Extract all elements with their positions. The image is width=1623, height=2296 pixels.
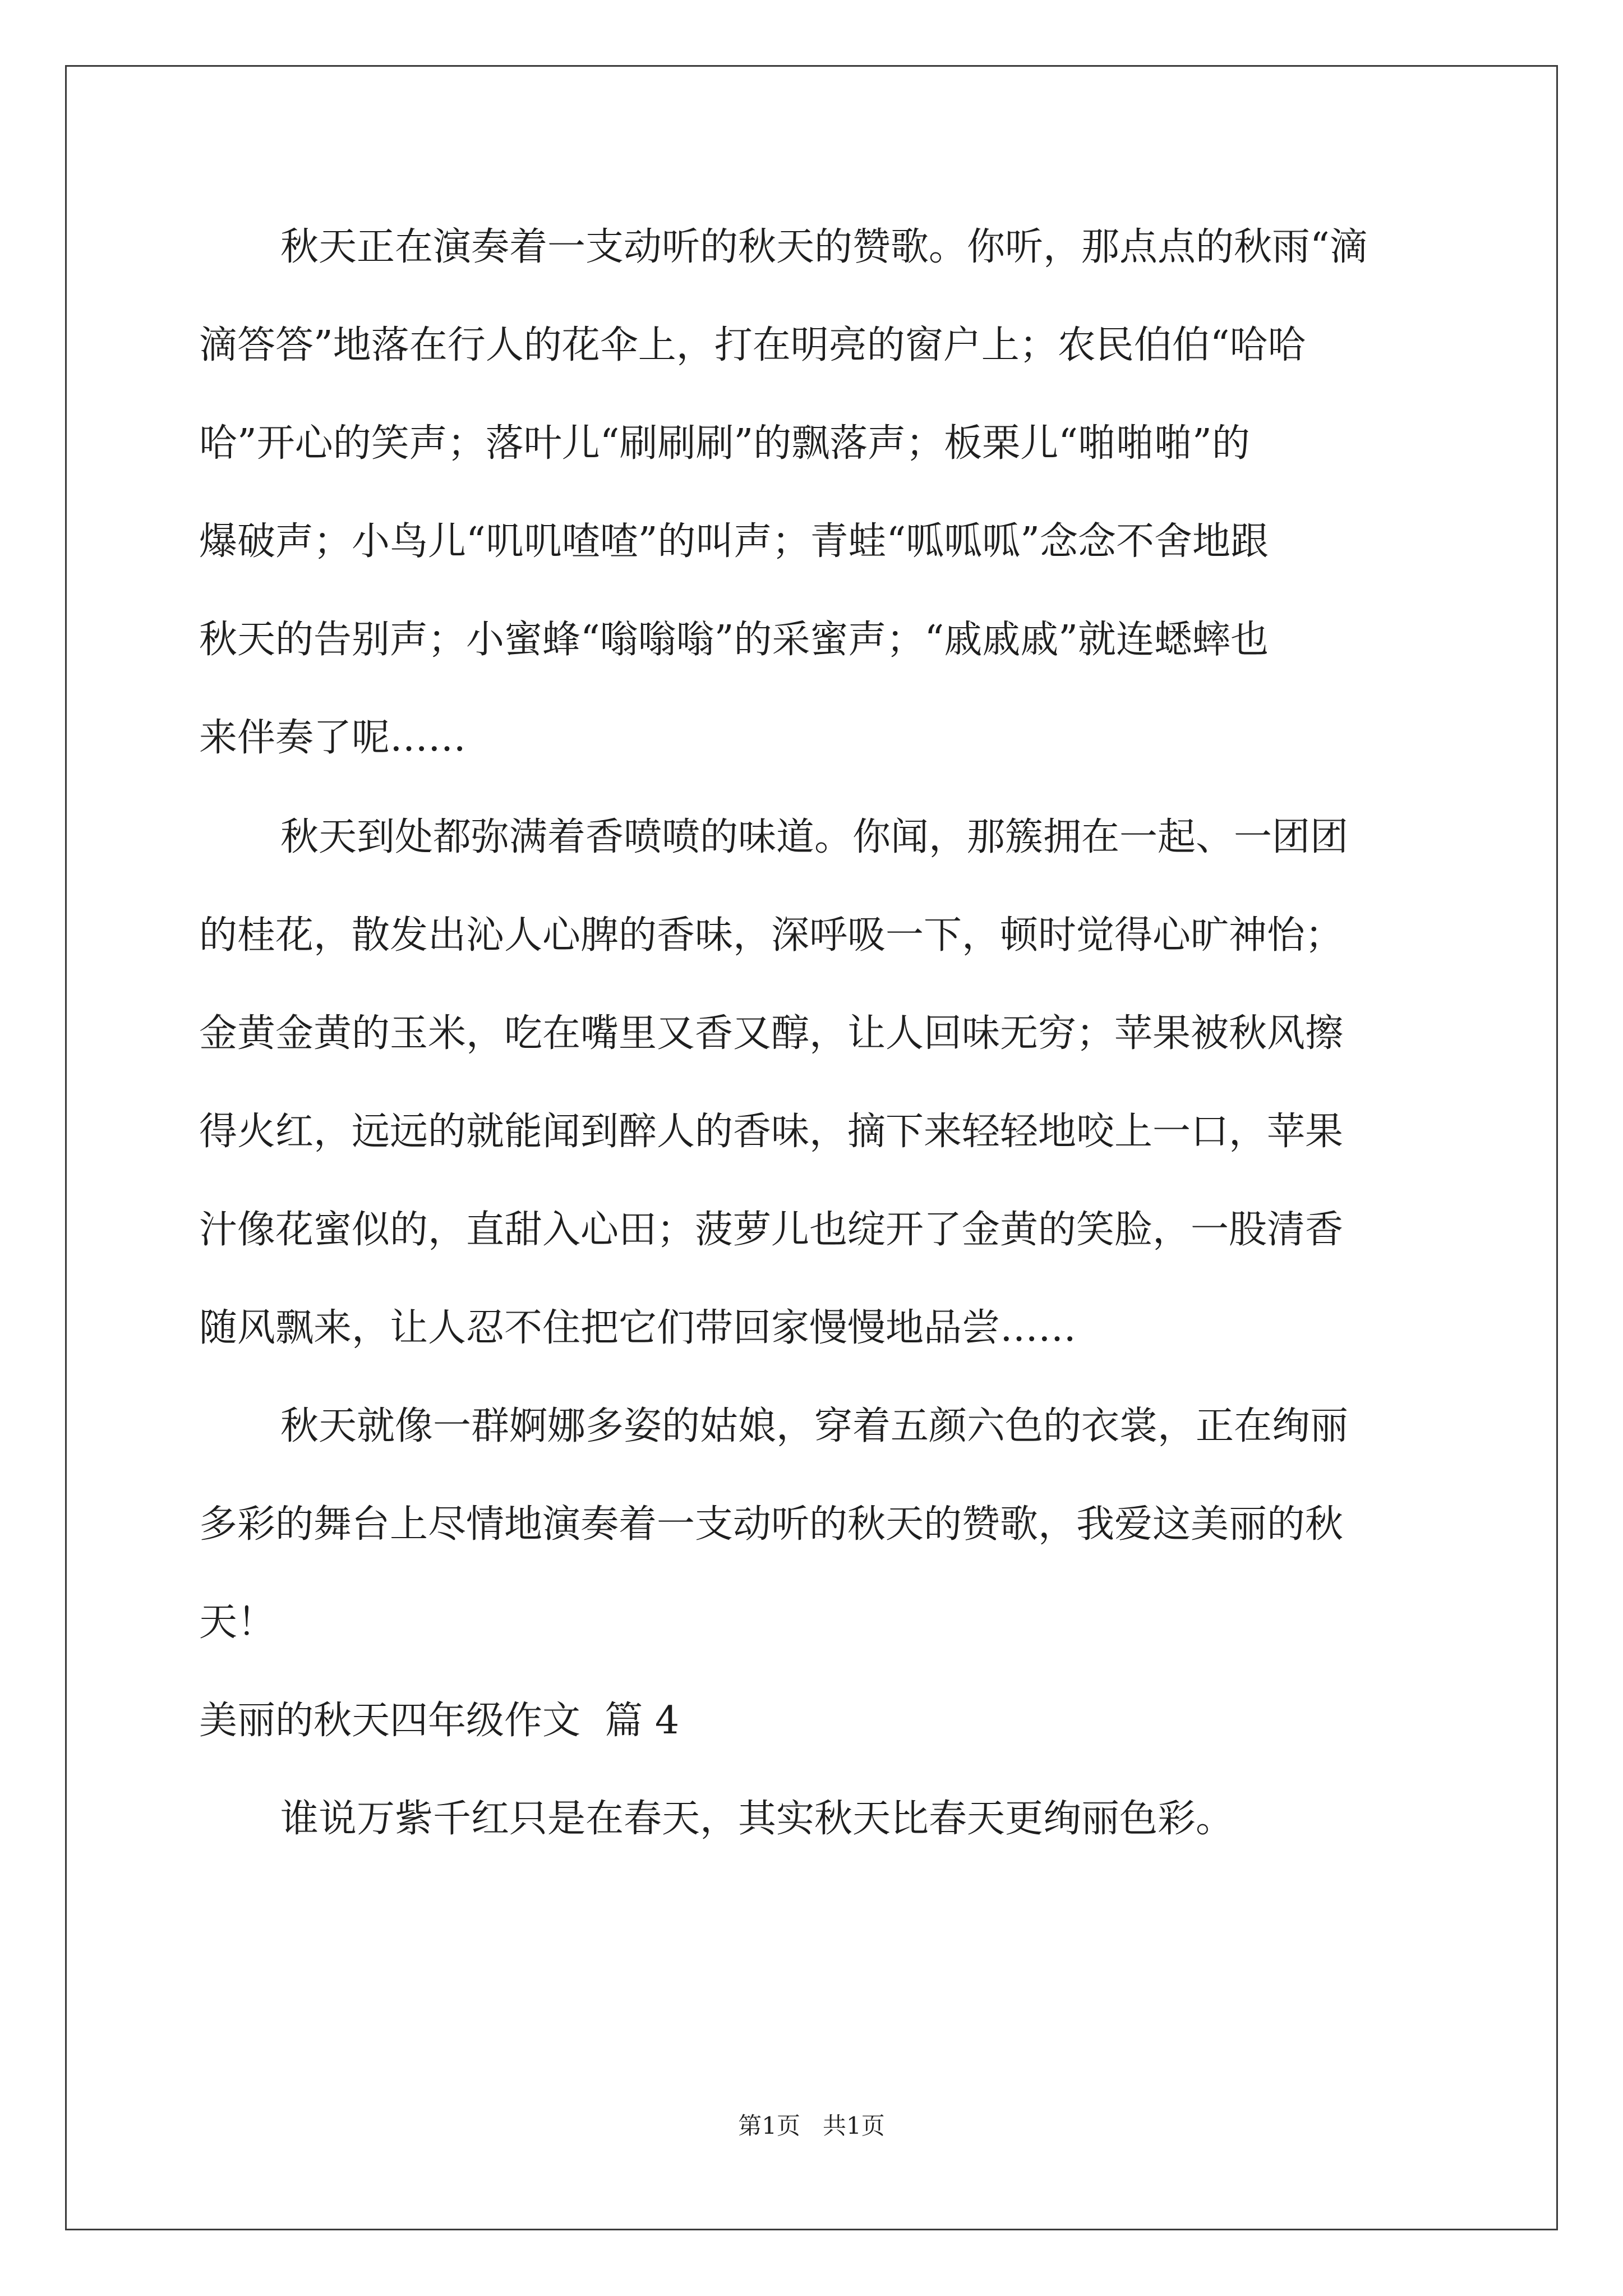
paragraph-2-line-5: 汁像花蜜似的，直甜入心田；菠萝儿也绽开了金黄的笑脸，一股清香 [199,1208,1344,1252]
paragraph-1-line-2: 滴答答”地落在行人的花伞上，打在明亮的窗户上；农民伯伯“哈哈 [199,323,1306,367]
page-footer: 第1页 共1页 [738,2112,885,2139]
paragraph-2-line-6: 随风飘来，让人忍不住把它们带回家慢慢地品尝…… [199,1306,1077,1350]
paragraph-2-line-1: 秋天到处都弥满着香喷喷的味道。你闻，那簇拥在一起、一团团 [280,815,1349,859]
paragraph-3-line-2: 多彩的舞台上尽情地演奏着一支动听的秋天的赞歌，我爱这美丽的秋 [199,1502,1344,1547]
section-heading: 美丽的秋天四年级作文 篇 4 [199,1699,680,1743]
paragraph-4-line-1: 谁说万紫千红只是在春天，其实秋天比春天更绚丽色彩。 [280,1797,1234,1841]
paragraph-3-line-1: 秋天就像一群婀娜多姿的姑娘，穿着五颜六色的衣裳，正在绚丽 [280,1404,1349,1448]
paragraph-1-line-4: 爆破声；小鸟儿“叽叽喳喳”的叫声；青蛙“呱呱呱”念念不舍地跟 [199,519,1269,564]
paragraph-1-line-1: 秋天正在演奏着一支动听的秋天的赞歌。你听，那点点的秋雨“滴 [280,225,1368,269]
paragraph-1-line-5: 秋天的告别声；小蜜蜂“嗡嗡嗡”的采蜜声；“戚戚戚”就连蟋蟀也 [199,618,1269,662]
paragraph-2-line-3: 金黄金黄的玉米，吃在嘴里又香又醇，让人回味无穷；苹果被秋风擦 [199,1011,1344,1056]
paragraph-1-line-3: 哈”开心的笑声；落叶儿“刷刷刷”的飘落声；板栗儿“啪啪啪”的 [199,421,1250,466]
paragraph-2-line-4: 得火红，远远的就能闻到醉人的香味，摘下来轻轻地咬上一口，苹果 [199,1110,1344,1154]
paragraph-2-line-2: 的桂花，散发出沁人心脾的香味，深呼吸一下，顿时觉得心旷神怡； [199,913,1344,958]
paragraph-3-line-3: 天！ [199,1600,276,1645]
paragraph-1-line-6: 来伴奏了呢…… [199,716,467,760]
